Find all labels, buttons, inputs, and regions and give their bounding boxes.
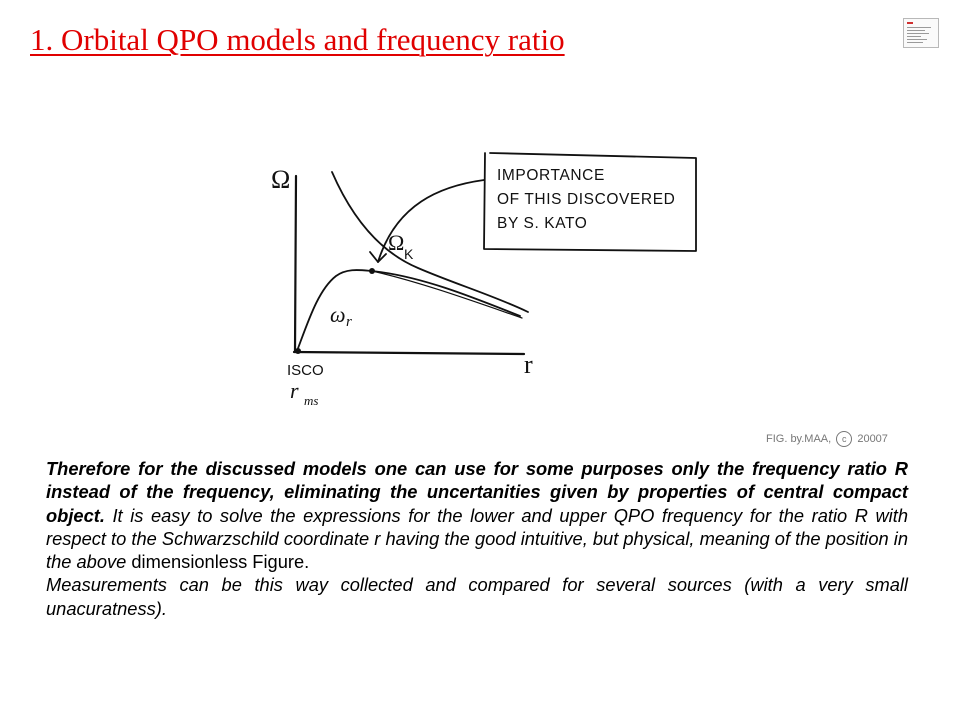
kepler-label: Ω xyxy=(388,230,405,255)
credit-year: 20007 xyxy=(857,433,888,445)
y-axis-label: Ω xyxy=(271,165,291,194)
isco-label: ISCO xyxy=(287,362,324,379)
italic-sentence: It is easy to solve the expressions for the lower and upper QPO frequency for the ratio R with respect to the Schwarzschild coordinate r having the good intuitive, but physical, meaning of the position in the above xyxy=(46,504,908,573)
x-axis-label: r xyxy=(524,350,533,379)
credit-prefix: FIG. by.MAA, xyxy=(766,433,832,445)
figure-credit xyxy=(766,431,888,447)
paragraph-2: Measurements can be this way collected and compared for several sources (with a very small unacuratness). xyxy=(46,574,908,619)
radial-label: ω xyxy=(330,302,346,327)
body-text xyxy=(46,457,908,620)
bold-sentence: Therefore for the discussed models one can use for some purposes only the frequency ratio R instead of the frequency, eliminating the uncertanities given by properties of central compact object. xyxy=(46,458,908,526)
x-axis xyxy=(294,352,524,354)
rms-label: r xyxy=(290,378,299,403)
copyright-icon: c xyxy=(836,431,852,447)
callout-line-3: BY S. KATO xyxy=(497,215,588,232)
isco-point xyxy=(295,348,301,354)
radial-label-sub: r xyxy=(346,314,352,330)
callout-line-1: IMPORTANCE xyxy=(497,167,605,184)
upright-tail: dimensionless Figure. xyxy=(126,551,310,573)
y-axis xyxy=(295,176,296,352)
rms-label-sub: ms xyxy=(304,393,319,408)
max-point xyxy=(369,268,375,274)
kepler-label-sub: K xyxy=(404,246,414,262)
paragraph-1 xyxy=(46,457,908,573)
callout-line-2: OF THIS DISCOVERED xyxy=(497,191,676,208)
slide-title: 1. Orbital QPO models and frequency ratio xyxy=(30,22,565,57)
